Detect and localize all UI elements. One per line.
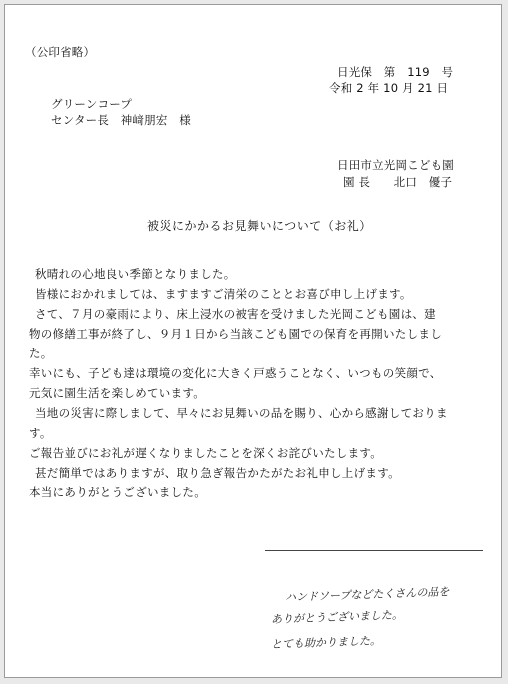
seal-omitted-note: （公印省略）	[25, 45, 96, 59]
handwritten-note-line: ありがとうございました。	[270, 608, 404, 626]
body-line: 皆様におかれましては、ますますご清栄のこととお喜び申し上げます。	[35, 287, 412, 301]
body-line: た。	[29, 346, 53, 360]
sender-organization: 日田市立光岡こども園	[337, 158, 454, 172]
body-line: す。	[29, 426, 52, 440]
recipient-name: センター長 神﨑朋宏 様	[51, 113, 191, 127]
body-line: 元気に園生活を楽しめています。	[29, 386, 206, 400]
body-line: 幸いにも、子ども達は環境の変化に大きく戸惑うことなく、いつもの笑顔で、	[29, 366, 442, 380]
handwritten-note-line: とても助かりました。	[270, 634, 382, 651]
handwritten-note-line: ハンドソープなどたくさんの品を	[284, 585, 450, 604]
body-line: 秋晴れの心地良い季節となりました。	[35, 267, 236, 281]
body-line: 物の修繕工事が終了し、９月１日から当該こども園での保育を再開いたしまし	[29, 327, 442, 341]
divider-line	[265, 550, 483, 551]
letter-title: 被災にかかるお見舞いについて（お礼）	[147, 219, 372, 233]
recipient-organization: グリーンコープ	[51, 97, 133, 111]
body-line: 甚だ簡単ではありますが、取り急ぎ報告かたがたお礼申し上げます。	[35, 466, 400, 480]
letter-page	[4, 4, 502, 678]
sender-name: 園 長 北口 優子	[343, 175, 453, 189]
document-number: 日光保 第 119 号	[337, 65, 454, 79]
body-line: 当地の災害に際しまして、早々にお見舞いの品を賜り、心から感謝しておりま	[35, 406, 448, 420]
document-date: 令和 2 年 10 月 21 日	[329, 81, 449, 95]
body-line: ご報告並びにお礼が遅くなりましたことを深くお詫びいたします。	[29, 446, 383, 460]
body-line: さて、７月の豪雨により、床上浸水の被害を受けました光岡こども園は、建	[35, 307, 436, 321]
body-line: 本当にありがとうございました。	[29, 485, 206, 499]
